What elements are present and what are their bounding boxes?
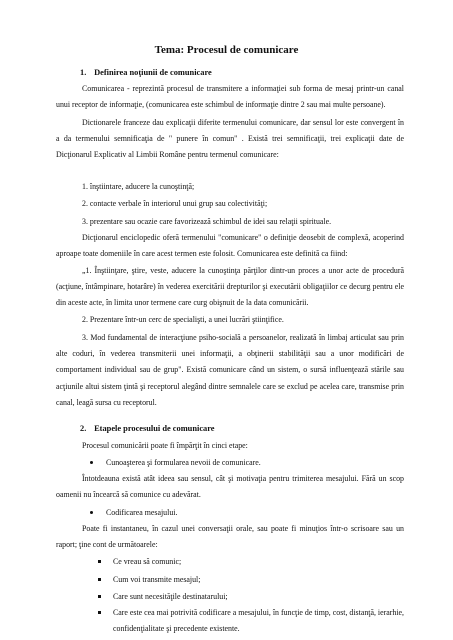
sub-item-encoding-choice [98,605,404,637]
section-2-heading [80,424,215,433]
bullet-item-need [90,455,261,471]
section-2-title: Etapele procesului de comunicare [94,424,215,433]
bullet-text: Cunoaşterea şi formularea nevoii de comunicare. [106,458,261,467]
bullet-text: Codificarea mesajului. [106,508,178,517]
bullet-dot-icon [90,511,93,514]
sub-item-text: Care sunt necesităţile destinatarului; [113,592,228,601]
definition-item-3: 3. prezentare sau ocazie care favorizează schimbul de idei sau relaţii spirituale. [82,217,332,226]
sub-item-needs [98,589,228,605]
section-1-title: Definirea noţiunii de comunicare [94,68,212,77]
definition-item-2: 2. contacte verbale în interiorul unui grup sau colectivităţi; [82,199,268,208]
square-bullet-icon [98,595,101,598]
sub-item-text: Care este cea mai potrivită codificare a mesajului, în funcţie de timp, cost, distanţă, ierarhie, confidenţialitate şi precedente existente. [113,608,404,633]
paragraph-definition: Comunicarea - reprezintă procesul de transmitere a informaţiei sub forma de mesaj printr-un canal unui receptor de informaţie, (comunicarea este schimbul de informaţie dintre 2 sau mai multe persoane). [56,84,404,110]
paragraph-interaction: 3. Mod fundamental de interacţiune psiho-socială a persoanelor, realizată în limbaj articulat sau prin alte coduri, în vederea transmiterii unei informaţii, a obţinerii stabilităţii sau a unor modificări de comportament individual sau de grup". Există comunicare când un sistem, o sursă influenţează stările sau acţiunile altui sistem ţintă şi receptorul alegând dintre semnalele care se exclud pe acelea care, transmise prin canal, leagă sursa cu receptorul. [56,333,404,407]
section-2-number: 2. [80,424,87,433]
square-bullet-icon [98,560,101,563]
square-bullet-icon [98,578,101,581]
definition-item-1: 1. înştiintare, aducere la cunoştinţă; [82,182,195,191]
section-1-heading [80,68,212,77]
paragraph-dictionaries: Dictionarele franceze dau explicaţii diferite termenului comunicare, dar sensul lor este convergent în a da termenului semnificaţia de " punere în comun" . Există trei semnificaţii, trei explicaţii date de Dicţionarul Explicativ al Limbii Române pentru termenul comunicare: [56,118,404,160]
paragraph-encoding: Poate fi instantaneu, în cazul unei conversaţii orale, sau poate fi minuţios într-o scrisoare sau un raport; ţine cont de următoarele: [56,524,404,550]
paragraph-notification: „1. Înştiinţare, ştire, veste, aducere la cunoştinţa părţilor dintr-un proces a unor acte de procedură (acţiune, întâmpinare, hotarâre) în vederea exercitării drepturilor şi executării obligaţiilor ce decurg pentru ele din aceste acte, în limita unor termene care curg obişnuit de la data comunicării. [56,266,404,308]
sub-item-how [98,572,200,588]
bullet-item-encoding [90,505,177,521]
sub-item-text: Cum voi transmite mesajul; [113,575,201,584]
document-title: Tema: Procesul de comunicare [154,44,299,56]
sub-item-what [98,554,181,570]
sub-item-text: Ce vreau să comunic; [113,557,182,566]
bullet-dot-icon [90,461,93,464]
paragraph-encyclopedic: Dicţionarul enciclopedic oferă termenului "comunicare" o definiţie deosebit de complexă, acoperind aproape toate domeniile în care acest termen este folosit. Comunicarea este definită ca fiind: [56,233,404,259]
paragraph-presentation: 2. Prezentare într-un cerc de specialişti, a unei lucrări ştiinţifice. [82,315,284,324]
paragraph-purpose: Întotdeauna există atât ideea sau sensul, cât şi motivaţia pentru trimiterea mesajului. Fără un scop oamenii nu încearcă să comunice cu adevărat. [56,474,404,500]
square-bullet-icon [98,611,101,614]
paragraph-stages-intro: Procesul comunicării poate fi împărţit în cinci etape: [82,441,248,450]
section-1-number: 1. [80,68,87,77]
